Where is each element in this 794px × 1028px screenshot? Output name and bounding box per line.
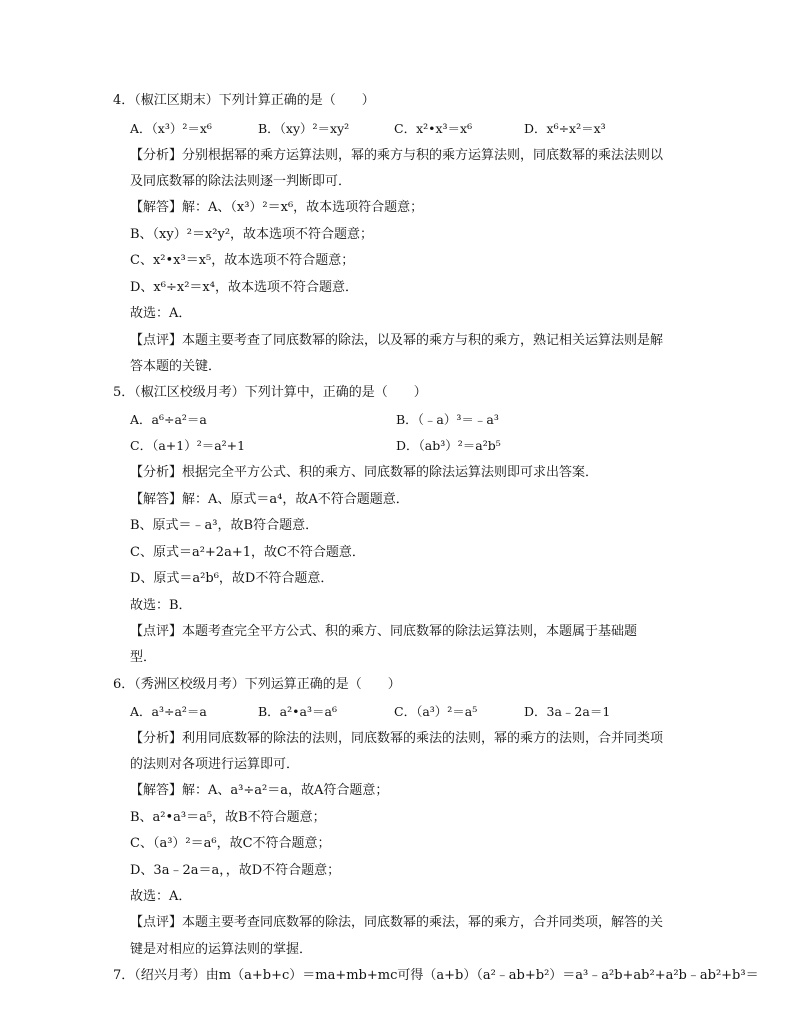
- q6-title: 6．（秀洲区校级月考）下列运算正确的是（ ）: [113, 677, 401, 692]
- q5-choice: 故选：B．: [130, 598, 192, 613]
- q4-answer-line-2: B、（xy）²＝x²y²，故本选项不符合题意；: [130, 227, 374, 242]
- q6-choice: 故选：A．: [130, 889, 192, 904]
- q6-option-a: A．a³÷a²＝a: [130, 704, 207, 719]
- q4-option-c: C．x²•x³＝x⁶: [394, 121, 473, 136]
- q5-answer-line-2: B、原式＝﹣a³，故B符合题意．: [130, 518, 319, 533]
- q6-comment-line-2: 键是对相应的运算法则的掌握．: [130, 942, 313, 957]
- q6-answer-line-4: D、3a﹣2a＝a，，故D不符合题意；: [130, 863, 341, 878]
- q4-answer-line-3: C、x²•x³＝x⁵，故本选项不符合题意；: [130, 253, 355, 268]
- q5-comment-line-1: 【点评】本题考查完全平方公式、积的乘方、同底数幂的除法运算法则，本题属于基础题: [130, 624, 638, 639]
- q5-answer-line-4: D、原式＝a²b⁶，故D不符合题意．: [130, 571, 334, 586]
- q5-comment-line-2: 型．: [130, 650, 157, 665]
- q6-answer-line-2: B、a²•a³＝a⁵，故B不符合题意；: [130, 810, 326, 825]
- q5-analysis-line-1: 【分析】根据完全平方公式、积的乘方、同底数幂的除法运算法则即可求出答案．: [130, 465, 599, 480]
- q5-answer-line-3: C、原式＝a²+2a+1，故C不符合题意．: [130, 545, 365, 560]
- q5-title: 5．（椒江区校级月考）下列计算中，正确的是（ ）: [113, 385, 427, 400]
- q5-option-a: A．a⁶÷a²＝a: [130, 412, 207, 427]
- q6-answer-line-3: C、（a³）²＝a⁶，故C不符合题意；: [130, 836, 331, 851]
- q6-option-b: B．a²•a³＝a⁶: [258, 704, 337, 719]
- q4-choice: 故选：A．: [130, 306, 192, 321]
- q6-answer-line-1: 【解答】解：A、a³÷a²＝a，故A符合题意；: [130, 783, 389, 798]
- q6-analysis-line-1: 【分析】利用同底数幂的除法的法则，同底数幂的乘法的法则，幂的乘方的法则，合并同类项: [130, 731, 664, 746]
- q5-option-d: D．（ab³）²＝a²b⁵: [396, 438, 501, 453]
- q4-comment-line-1: 【点评】本题主要考查了同底数幂的除法，以及幂的乘方与积的乘方，熟记相关运算法则是解: [130, 333, 664, 348]
- q5-answer-line-1: 【解答】解：A、原式＝a⁴，故A不符合题题意．: [130, 492, 409, 507]
- q4-title: 4．（椒江区期末）下列计算正确的是（ ）: [113, 93, 375, 108]
- q4-analysis-line-1: 【分析】分别根据幂的乘方运算法则，幂的乘方与积的乘方运算法则，同底数幂的乘法法则以: [130, 148, 664, 163]
- q4-answer-line-1: 【解答】解：A、（x³）²＝x⁶，故本选项符合题意；: [130, 200, 424, 215]
- q4-option-a: A．（x³）²＝x⁶: [130, 121, 212, 136]
- q5-option-c: C．（a+1）²＝a²+1: [130, 438, 246, 453]
- q4-analysis-line-2: 及同底数幂的除法法则逐一判断即可．: [130, 174, 352, 189]
- q6-comment-line-1: 【点评】本题主要考查同底数幂的除法，同底数幂的乘法，幂的乘方，合并同类项，解答的关: [130, 915, 664, 930]
- q4-option-d: D．x⁶÷x²＝x³: [524, 121, 606, 136]
- q7-title: 7．（绍兴月考）由m（a+b+c）＝ma+mb+mc可得（a+b）（a²﹣ab+b²）＝a³﹣a²b+ab²+a²b﹣ab²+b³＝: [113, 968, 759, 983]
- q4-option-b: B．（xy）²＝xy²: [258, 121, 350, 136]
- q6-option-d: D．3a﹣2a＝1: [524, 704, 611, 719]
- q4-answer-line-4: D、x⁶÷x²＝x⁴，故本选项不符合题意．: [130, 280, 358, 295]
- q6-analysis-line-2: 的法则对各项进行运算即可．: [130, 757, 300, 772]
- q6-option-c: C．（a³）²＝a⁵: [394, 704, 478, 719]
- q4-comment-line-2: 答本题的关键．: [130, 359, 222, 374]
- q5-option-b: B．（﹣a）³＝﹣a³: [396, 412, 499, 427]
